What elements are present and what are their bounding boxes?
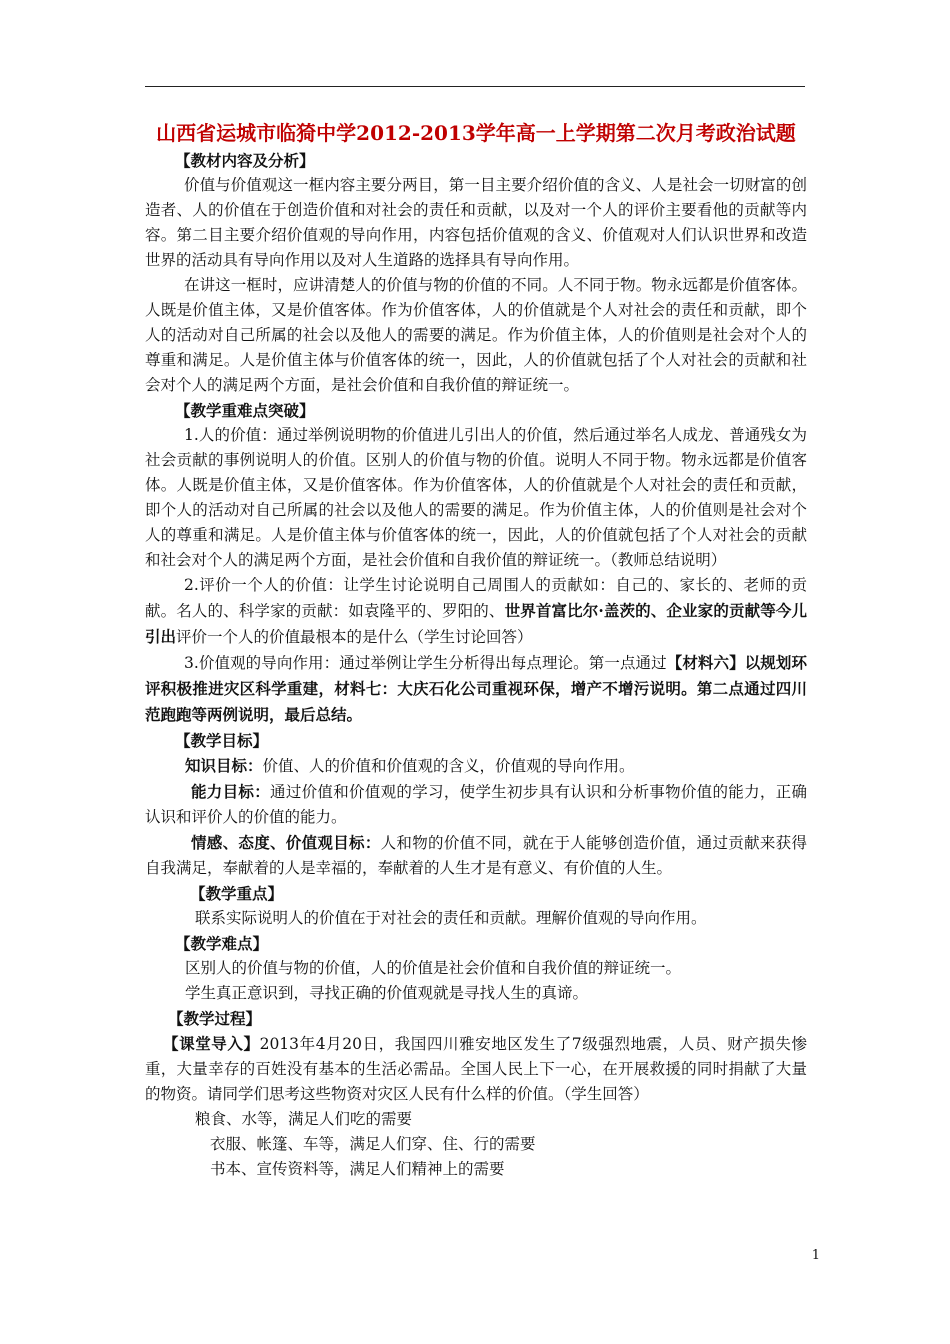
text-run-bold: 世界首富比尔·盖茨的、企业家的贡献等今儿引出 xyxy=(145,601,807,646)
label-emotion: 情感、态度、价值观目标： xyxy=(191,833,381,852)
label-ability: 能力目标： xyxy=(191,782,271,801)
list-item: 衣服、帐篷、车等，满足人们穿、住、行的需要 xyxy=(210,1135,536,1153)
section-head-focus: 【教学重点】 xyxy=(190,884,284,903)
paragraph: 1.人的价值：通过举例说明物的价值进儿引出人的价值，然后通过举名人成龙、普通残女为社会贡献的事例说明人的价值。区别人的价值与物的价值。说明人不同于物。物永远都是价值客体。人既是价值主体，又是价值客体。作为价值客体，人的价值就是个人对社会的责任和贡献，即个人的活动对自己所属的社会以及他人的需要的满足。作为价值主体，人的价值则是社会对个人的尊重和满足。人是价值主体与价值客体的统一，因此，人的价值就包括了个人对社会的贡献和社会对个人的满足两个方面，是社会价值和自我价值的辩证统一。（教师总结说明） xyxy=(145,426,807,569)
list-item: 粮食、水等，满足人们吃的需要 xyxy=(195,1110,413,1128)
text-run: 人和物的价值不同，就在于人能够创造价值，通过贡献来获得自我满足，奉献着的人是幸福的，奉献着的人生才是有意义、有价值的人生。 xyxy=(145,834,807,877)
paragraph: 在讲这一框时，应讲清楚人的价值与物的价值的不同。人不同于物。物永远都是价值客体。人既是价值主体，又是价值客体。作为价值客体，人的价值就是个人对社会的责任和贡献，即个人的活动对自己所属的社会以及他人的需要的满足。作为价值主体，人的价值则是社会对个人的尊重和满足。人是价值主体与价值客体的统一，因此，人的价值就包括了个人对社会的贡献和社会对个人的满足两个方面，是社会价值和自我价值的辩证统一。 xyxy=(145,276,807,394)
paragraph xyxy=(145,779,807,830)
paragraph: 联系实际说明人的价值在于对社会的责任和贡献。理解价值观的导向作用。 xyxy=(195,909,707,927)
paragraph xyxy=(145,1031,807,1107)
text-run: 价值、人的价值和价值观的含义，价值观的导向作用。 xyxy=(262,757,635,775)
document-page xyxy=(145,120,807,1182)
text-run: 通过价值和价值观的学习，使学生初步具有认识和分析事物价值的能力，正确认识和评价人的价值的能力。 xyxy=(145,783,807,826)
list-item: 书本、宣传资料等，满足人们精神上的需要 xyxy=(210,1160,505,1178)
paragraph: 区别人的价值与物的价值，人的价值是社会价值和自我价值的辩证统一。 xyxy=(185,959,682,977)
section-head-content-analysis: 【教材内容及分析】 xyxy=(175,151,315,170)
document-title: 山西省运城市临猗中学2012-2013学年高一上学期第二次月考政治试题 xyxy=(156,121,796,145)
text-run: 评价一个人的价值最根本的是什么（学生讨论回答） xyxy=(176,628,533,646)
paragraph: 价值与价值观这一框内容主要分两目，第一目主要介绍价值的含义、人是社会一切财富的创造者、人的价值在于创造价值和对社会的责任和贡献，以及对一个人的评价主要看他的贡献等内容。第二目主要介绍价值观的导向作用，内容包括价值观的含义、价值观对人们认识世界和改造世界的活动具有导向作用以及对人生道路的选择具有导向作用。 xyxy=(145,176,807,269)
section-head-process: 【教学过程】 xyxy=(168,1009,262,1028)
text-run: 2013年4月20日，我国四川雅安地区发生了7级强烈地震，人员、财产损失惨重，大量幸存的百姓没有基本的生活必需品。全国人民上下一心，在开展救援的同时捐献了大量的物资。请同学们思考这些物资对灾区人民有什么样的价值。（学生回答） xyxy=(145,1035,807,1103)
section-head-key-points: 【教学重难点突破】 xyxy=(175,401,315,420)
paragraph xyxy=(145,650,807,728)
label-knowledge: 知识目标： xyxy=(185,756,263,775)
text-run: 3.价值观的导向作用：通过举例让学生分析得出每点理论。第一点通过 xyxy=(184,654,667,672)
paragraph: 学生真正意识到，寻找正确的价值观就是寻找人生的真谛。 xyxy=(185,984,589,1002)
section-head-objectives: 【教学目标】 xyxy=(175,731,269,750)
text-run: 2.评价一个人的价值：让学生讨论说明自己周围人的贡献如：自己的、家长的、老师的贡献。名人的、科学家的贡献：如袁隆平的、罗阳的、 xyxy=(145,576,807,620)
paragraph xyxy=(145,830,807,881)
section-head-difficulty: 【教学难点】 xyxy=(175,934,269,953)
paragraph xyxy=(145,573,807,650)
paragraph xyxy=(145,753,807,779)
text-run-bold: 【材料六】以规划环评积极推进灾区科学重建，材料七：大庆石化公司重视环保，增产不增污说明。第二点通过四川范跑跑等两例说明，最后总结。 xyxy=(145,653,807,724)
label-intro: 【课堂导入】 xyxy=(163,1034,260,1053)
header-rule xyxy=(145,86,805,87)
page-number: 1 xyxy=(811,1248,820,1263)
